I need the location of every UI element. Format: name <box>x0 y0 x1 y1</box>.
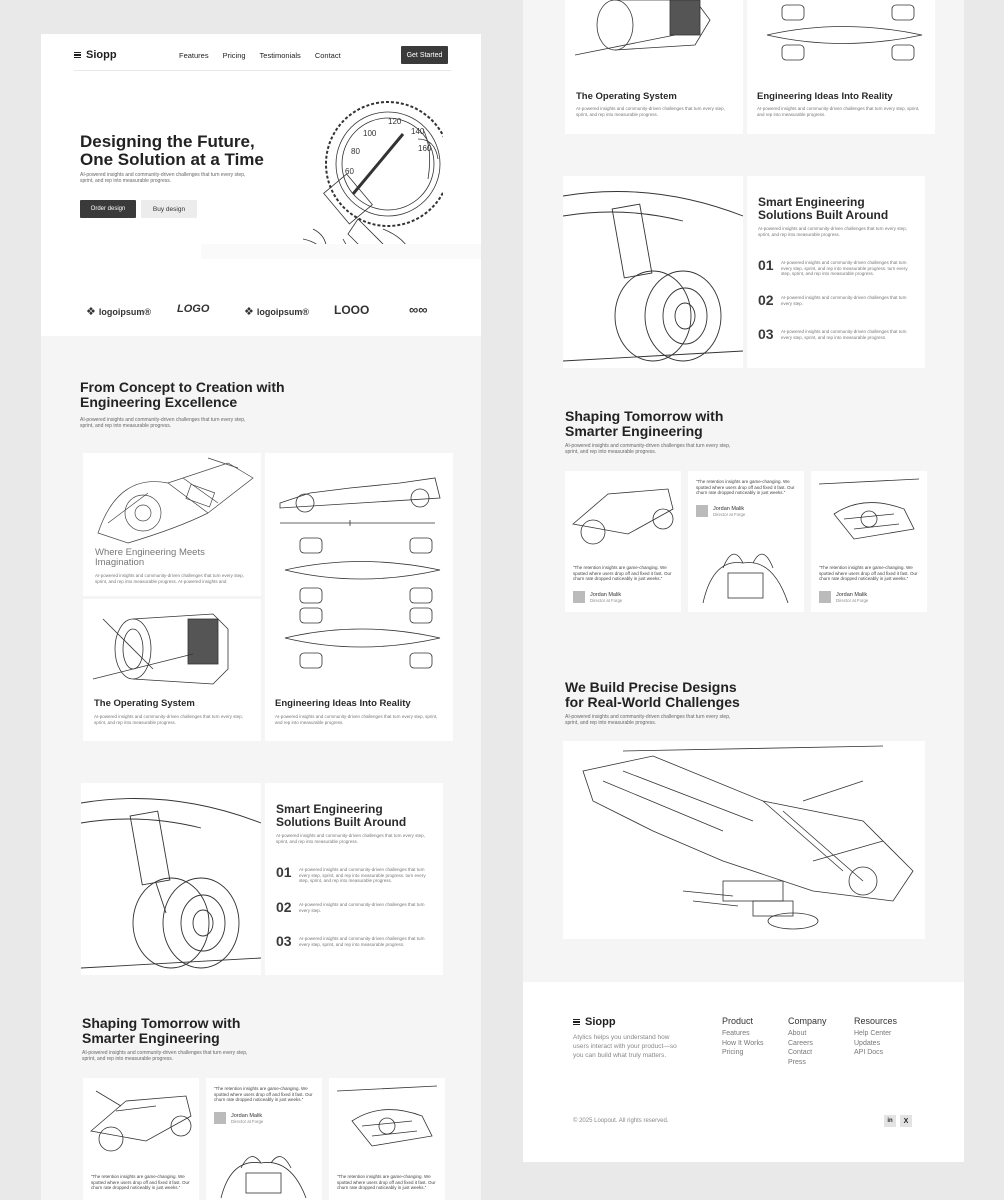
concept-subtitle: AI-powered insights and community-driven challenges that turn every step, sprint, and rep into measurable progress. <box>80 417 246 430</box>
right-page-preview <box>523 0 964 1162</box>
precise-title <box>565 680 795 710</box>
shaping-title <box>82 1016 282 1046</box>
testimonial-card-1 <box>83 1078 199 1200</box>
smart-engineering-card-2 <box>747 176 925 368</box>
testimonial-author-5 <box>696 505 745 517</box>
testimonial-author-4 <box>573 591 622 603</box>
card-operating-system-2[interactable] <box>565 0 743 134</box>
step-text-3: AI-powered insights and community-driven challenges that turn every step, sprint, and rep into measurable progress. <box>299 936 425 947</box>
footer-link[interactable]: Updates <box>854 1039 881 1047</box>
step-number-2: 02 <box>276 899 292 915</box>
step-number-1: 01 <box>758 257 774 273</box>
smart-title-line1: Smart Engineering <box>276 802 383 816</box>
shaping-subtitle-2: AI-powered insights and community-driven challenges that turn every step, sprint, and rep into measurable progress. <box>565 443 731 456</box>
smart-subtitle-2: AI-powered insights and community-driven challenges that turn every step, sprint, and rep into measurable progress. <box>758 226 907 237</box>
avatar <box>214 1112 226 1124</box>
avatar <box>696 505 708 517</box>
step-number-1: 01 <box>276 864 292 880</box>
testimonial-card-6 <box>811 471 927 612</box>
helicopter-small-illustration <box>332 1081 442 1166</box>
logo-mark-icon: ❖ <box>86 306 96 318</box>
footer-brand[interactable] <box>573 1016 616 1028</box>
brand-logo[interactable] <box>74 49 117 61</box>
footer-link[interactable]: Careers <box>788 1039 813 1047</box>
card-imagination-text: AI-powered insights and community-driven challenges that turn every step, sprint, and rep into measurable progress. AI-powered insights and <box>95 573 244 584</box>
landing-gear-image <box>81 783 261 975</box>
buy-design-button[interactable]: Buy design <box>141 200 197 218</box>
logo-mark-icon: ❖ <box>244 306 254 318</box>
testimonial-card-4 <box>565 471 681 612</box>
shaping-title-line2: Smarter Engineering <box>82 1030 220 1046</box>
author-role: Director at Forge <box>713 511 746 517</box>
step-number-3: 03 <box>276 933 292 949</box>
logo-3-text: logoipsum® <box>256 306 310 317</box>
nav-pricing[interactable]: Pricing <box>222 51 246 60</box>
card-ideas-title-2: Engineering Ideas Into Reality <box>757 91 893 102</box>
menu-icon <box>573 1019 580 1026</box>
svg-text:60: 60 <box>345 167 354 176</box>
precise-title-line2: for Real-World Challenges <box>565 694 740 710</box>
helicopter-illustration <box>563 741 925 939</box>
step-text-1: AI-powered insights and community-driven challenges that turn every step, sprint, and rep into measurable progress. turn every step, sprint, and rep into measurable progress. <box>781 260 908 276</box>
footer-resources-title: Resources <box>854 1016 898 1026</box>
step-number-3: 03 <box>758 326 774 342</box>
author-name: Jordan Malik <box>590 591 622 598</box>
menu-icon <box>74 52 81 59</box>
partner-logo-3 <box>244 305 309 318</box>
svg-text:140: 140 <box>411 127 425 136</box>
hero-title-line1: Designing the Future, <box>80 132 255 151</box>
footer-tagline: Atylics helps you understand how users interact with your product—so you can build what truly matters. <box>573 1034 677 1059</box>
footer-link[interactable]: Pricing <box>722 1049 744 1056</box>
partner-logo-1 <box>86 305 151 318</box>
testimonial-quote-6: “The retention insights are game-changing. We spotted where users drop off and fixed it fast. Our churn rate dropped noticeably in just weeks.” <box>819 565 918 581</box>
card-ideas-text-2: AI-powered insights and community-driven challenges that turn every step, sprint, and rep into measurable progress. <box>757 106 920 117</box>
shaping-title-line2: Smarter Engineering <box>565 423 703 439</box>
card-imagination-title: Where Engineering Meets Imagination <box>95 547 205 568</box>
helicopter-showcase <box>563 741 925 939</box>
footer-link[interactable]: Help Center <box>854 1030 892 1037</box>
step-text-3: AI-powered insights and community-driven challenges that turn every step, sprint, and rep into measurable progress. <box>781 329 907 340</box>
brand-name: Siopp <box>86 49 117 61</box>
svg-text:100: 100 <box>363 129 377 138</box>
precise-subtitle: AI-powered insights and community-driven challenges that turn every step, sprint, and rep into measurable progress. <box>565 714 731 727</box>
card-ideas[interactable] <box>265 453 453 741</box>
smart-subtitle: AI-powered insights and community-driven challenges that turn every step, sprint, and rep into measurable progress. <box>276 833 425 844</box>
card-operating-system[interactable] <box>83 599 261 741</box>
partner-logo-4: LOOO <box>334 303 370 317</box>
smart-title-2 <box>758 196 918 221</box>
shaping-title-line1: Shaping Tomorrow with <box>82 1015 241 1031</box>
step-number-2: 02 <box>758 292 774 308</box>
f1-car-illustration-2 <box>752 0 930 70</box>
nav-contact[interactable]: Contact <box>314 51 341 60</box>
author-name: Jordan Malik <box>713 505 745 512</box>
precise-title-line1: We Build Precise Designs <box>565 679 737 695</box>
copyright: © 2025 Loopout. All rights reserved. <box>573 1118 669 1124</box>
x-icon[interactable]: X <box>900 1115 912 1127</box>
testimonial-quote-2: “The retention insights are game-changing. We spotted where users drop off and fixed it fast. Our churn rate dropped noticeably in just weeks.” <box>214 1086 313 1102</box>
footer-brand-name: Siopp <box>585 1016 616 1028</box>
concept-title-line1: From Concept to Creation with <box>80 379 285 395</box>
footer-product <box>722 1016 764 1058</box>
svg-text:80: 80 <box>351 147 360 156</box>
get-started-button[interactable]: Get Started <box>401 46 448 64</box>
testimonial-author-6 <box>819 591 868 603</box>
turbine-illustration <box>93 599 253 694</box>
testimonial-quote-1: “The retention insights are game-changing. We spotted where users drop off and fixed it fast. Our churn rate dropped noticeably in just weeks.” <box>91 1174 190 1190</box>
smart-title <box>276 803 436 828</box>
footer-product-title: Product <box>722 1016 754 1026</box>
hero-title-line2: One Solution at a Time <box>80 150 264 169</box>
partner-logo-5: ∞∞ <box>409 302 428 317</box>
race-car-illustration <box>86 1081 196 1161</box>
shaping-title-2 <box>565 409 765 439</box>
footer-company-title: Company <box>788 1016 827 1026</box>
svg-text:120: 120 <box>388 117 402 126</box>
left-page-preview <box>41 34 481 1200</box>
testimonial-author <box>214 1112 263 1124</box>
step-text-2: AI-powered insights and community-driven challenges that turn every step. <box>299 902 425 913</box>
landing-gear-illustration-2 <box>563 176 743 368</box>
step-text-2: AI-powered insights and community-driven challenges that turn every step. <box>781 295 907 306</box>
helicopter-small-illustration-2 <box>814 474 924 559</box>
race-car-illustration-2 <box>568 474 678 554</box>
concept-title <box>80 380 330 410</box>
avatar <box>573 591 585 603</box>
logo-strip <box>41 259 481 336</box>
footer-link[interactable]: Contact <box>788 1049 813 1056</box>
author-role: Director at Forge <box>231 1118 264 1124</box>
card-ideas-text: AI-powered insights and community-driven challenges that turn every step, sprint, and rep into measurable progress. <box>275 714 438 725</box>
card-operating-title-2: The Operating System <box>576 91 677 102</box>
author-role: Director at Forge <box>836 597 869 603</box>
smart-title-line2: Solutions Built Around <box>276 814 407 829</box>
author-name: Jordan Malik <box>231 1112 263 1119</box>
card-operating-text-2: AI-powered insights and community-driven challenges that turn every step, sprint, and rep into measurable progress. <box>576 106 725 117</box>
testimonial-card-3 <box>329 1078 445 1200</box>
footer-link[interactable]: About <box>788 1030 807 1037</box>
landing-gear-illustration <box>81 783 261 975</box>
author-role: Director at Forge <box>590 597 623 603</box>
testimonial-quote-3: “The retention insights are game-changing. We spotted where users drop off and fixed it fast. Our churn rate dropped noticeably in just weeks.” <box>337 1174 436 1190</box>
card-imagination[interactable] <box>83 453 261 596</box>
engine-block-illustration-2 <box>693 533 799 608</box>
footer-resources <box>854 1016 897 1058</box>
footer-link[interactable]: API Docs <box>854 1049 884 1056</box>
shaping-title-line1: Shaping Tomorrow with <box>565 408 724 424</box>
card-operating-title: The Operating System <box>94 698 195 709</box>
nav-divider <box>74 70 451 71</box>
step-text-1: AI-powered insights and community-driven challenges that turn every step, sprint, and rep into measurable progress. turn every step, sprint, and rep into measurable progress. <box>299 867 426 883</box>
footer-link[interactable]: Press <box>788 1058 806 1066</box>
testimonial-quote-4: “The retention insights are game-changing. We spotted where users drop off and fixed it fast. Our churn rate dropped noticeably in just weeks.” <box>573 565 672 581</box>
smart-title-line1: Smart Engineering <box>758 195 865 209</box>
hero-subtitle: AI-powered insights and community-driven challenges that turn every step, sprint, and rep into measurable progress. <box>80 172 246 185</box>
testimonial-card-5 <box>688 471 804 612</box>
f1-car-illustration <box>270 458 448 678</box>
footer-link[interactable]: How It Works <box>722 1039 764 1047</box>
hero-section <box>41 34 481 336</box>
testimonial-card-2 <box>206 1078 322 1200</box>
footer-company <box>788 1016 827 1067</box>
landing-gear-image-2 <box>563 176 743 368</box>
nav-features[interactable]: Features <box>179 51 209 60</box>
engine-illustration <box>88 453 256 548</box>
smart-engineering-card <box>265 783 443 975</box>
logo-1-text: logoipsum® <box>98 306 152 317</box>
hero-title <box>80 133 280 169</box>
nav <box>179 51 341 60</box>
card-operating-text: AI-powered insights and community-driven challenges that turn every step, sprint, and rep into measurable progress. <box>94 714 243 725</box>
card-ideas-2[interactable] <box>747 0 935 134</box>
svg-text:160: 160 <box>418 144 432 153</box>
linkedin-icon[interactable]: in <box>884 1115 896 1127</box>
turbine-illustration-2 <box>575 0 735 70</box>
shaping-subtitle: AI-powered insights and community-driven challenges that turn every step, sprint, and rep into measurable progress. <box>82 1050 248 1063</box>
partner-logo-2: LOGO <box>177 303 210 315</box>
card-ideas-title: Engineering Ideas Into Reality <box>275 698 411 709</box>
footer-link[interactable]: Features <box>722 1030 750 1037</box>
smart-title-line2: Solutions Built Around <box>758 207 889 222</box>
author-name: Jordan Malik <box>836 591 868 598</box>
order-design-button[interactable]: Order design <box>80 200 136 218</box>
footer <box>523 982 964 1162</box>
testimonial-quote-5: “The retention insights are game-changing. We spotted where users drop off and fixed it fast. Our churn rate dropped noticeably in just weeks.” <box>696 479 795 495</box>
nav-testimonials[interactable]: Testimonials <box>259 51 301 60</box>
avatar <box>819 591 831 603</box>
concept-title-line2: Engineering Excellence <box>80 394 238 410</box>
engine-block-illustration <box>211 1138 317 1200</box>
